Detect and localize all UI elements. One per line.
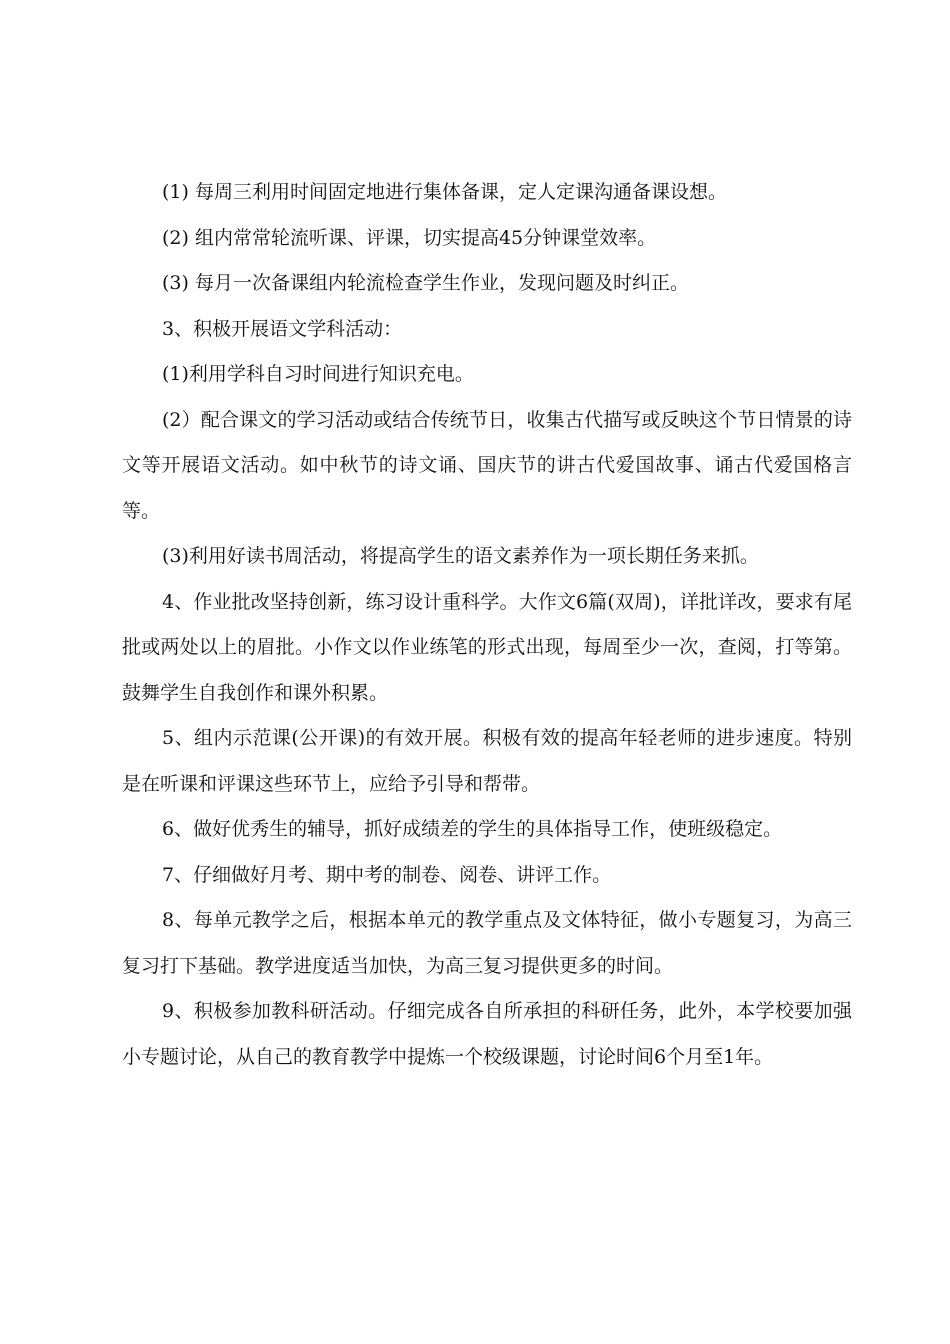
paragraph-student-tutoring: 6、做好优秀生的辅导，抓好成绩差的学生的具体指导工作，使班级稳定。 [162, 818, 783, 840]
paragraph-monthly-homework-check: (3) 每月一次备课组内轮流检查学生作业，发现问题及时纠正。 [162, 272, 689, 294]
paragraph-demo-lessons: 5、组内示范课(公开课)的有效开展。积极有效的提高年轻老师的进步速度。特别是在听课和评课这些环节上，应给予引导和帮带。 [122, 727, 852, 795]
document-body [122, 170, 852, 1080]
paragraph-self-study-recharge: (1)利用学科自习时间进行知识充电。 [162, 363, 474, 385]
paragraph-exam-work: 7、仔细做好月考、期中考的制卷、阅卷、讲评工作。 [162, 863, 612, 886]
paragraph-unit-review: 8、每单元教学之后，根据本单元的教学重点及文体特征，做小专题复习，为高三复习打下基础。教学进度适当加快，为高三复习提供更多的时间。 [122, 909, 852, 977]
paragraph-homework-correction: 4、作业批改坚持创新，练习设计重科学。大作文6篇(双周)，详批详改，要求有尾批或两处以上的眉批。小作文以作业练笔的形式出现，每周至少一次，查阅，打等第。鼓舞学生自我创作和课外积累。 [122, 590, 852, 704]
paragraph-research-activities: 9、积极参加教科研活动。仔细完成各自所承担的科研任务，此外，本学校要加强小专题讨论，从自己的教育教学中提炼一个校级课题，讨论时间6个月至1年。 [122, 1000, 852, 1068]
paragraph-festival-poetry-activities: (2）配合课文的学习活动或结合传统节日，收集古代描写或反映这个节日情景的诗文等开展语文活动。如中秋节的诗文诵、国庆节的讲古代爱国故事、诵古代爱国格言等。 [122, 408, 852, 522]
paragraph-weekly-group-lesson-prep: (1) 每周三利用时间固定地进行集体备课，定人定课沟通备课设想。 [162, 181, 727, 203]
paragraph-reading-week: (3)利用好读书周活动，将提高学生的语文素养作为一项长期任务来抓。 [162, 545, 759, 567]
paragraph-peer-observation: (2) 组内常常轮流听课、评课，切实提高45分钟课堂效率。 [162, 226, 657, 249]
paragraph-chinese-activities-heading: 3、积极开展语文学科活动： [162, 317, 403, 340]
